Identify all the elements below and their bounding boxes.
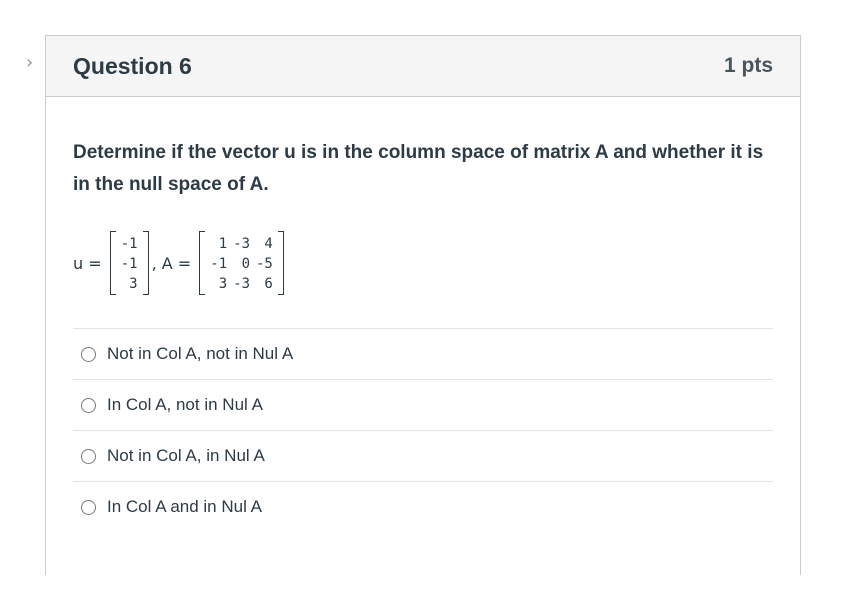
question-title: Question 6 xyxy=(73,52,192,79)
radio-button-icon[interactable] xyxy=(81,347,96,362)
question-body xyxy=(46,97,800,532)
matrix-a-entry: 3 xyxy=(218,276,228,292)
radio-button-icon[interactable] xyxy=(81,500,96,515)
answer-label: Not in Col A, not in Nul A xyxy=(107,344,294,363)
matrix-a-entry: 6 xyxy=(264,276,273,292)
matrix-a xyxy=(199,230,284,296)
question-points: 1 pts xyxy=(723,54,773,77)
matrix-a-entry: -3 xyxy=(233,236,250,252)
answer-option[interactable] xyxy=(73,379,773,430)
radio-button-icon[interactable] xyxy=(81,449,96,464)
vector-u-entry: -1 xyxy=(120,256,138,272)
matrix-a-entry: -3 xyxy=(233,276,250,292)
vector-u-entry: -1 xyxy=(120,236,138,252)
matrix-a-entry: 0 xyxy=(241,256,250,272)
chevron-right-icon[interactable]: › xyxy=(26,52,34,73)
matrix-a-entry: -5 xyxy=(256,256,273,272)
question-header xyxy=(46,36,800,97)
question-prompt: Determine if the vector u is in the column space of matrix A and whether it is in the null space of A. xyxy=(73,142,764,195)
question-card xyxy=(45,35,801,575)
answer-label: Not in Col A, in Nul A xyxy=(107,446,265,465)
matrix-a-entry: 1 xyxy=(218,236,228,252)
vector-u-entry: 3 xyxy=(129,276,138,292)
math-expression xyxy=(73,224,773,302)
answer-label: In Col A and in Nul A xyxy=(107,497,262,516)
answer-option[interactable] xyxy=(73,481,773,532)
radio-button-icon[interactable] xyxy=(81,398,96,413)
answer-option[interactable] xyxy=(73,328,773,379)
answer-list xyxy=(73,328,773,532)
answer-label: In Col A, not in Nul A xyxy=(107,395,263,414)
matrix-a-label: , A = xyxy=(151,253,197,273)
matrix-a-entry: -1 xyxy=(210,256,228,272)
vector-u-label: u = xyxy=(73,253,107,273)
matrix-a-entry: 4 xyxy=(264,236,273,252)
answer-option[interactable] xyxy=(73,430,773,481)
vector-u xyxy=(110,230,149,296)
